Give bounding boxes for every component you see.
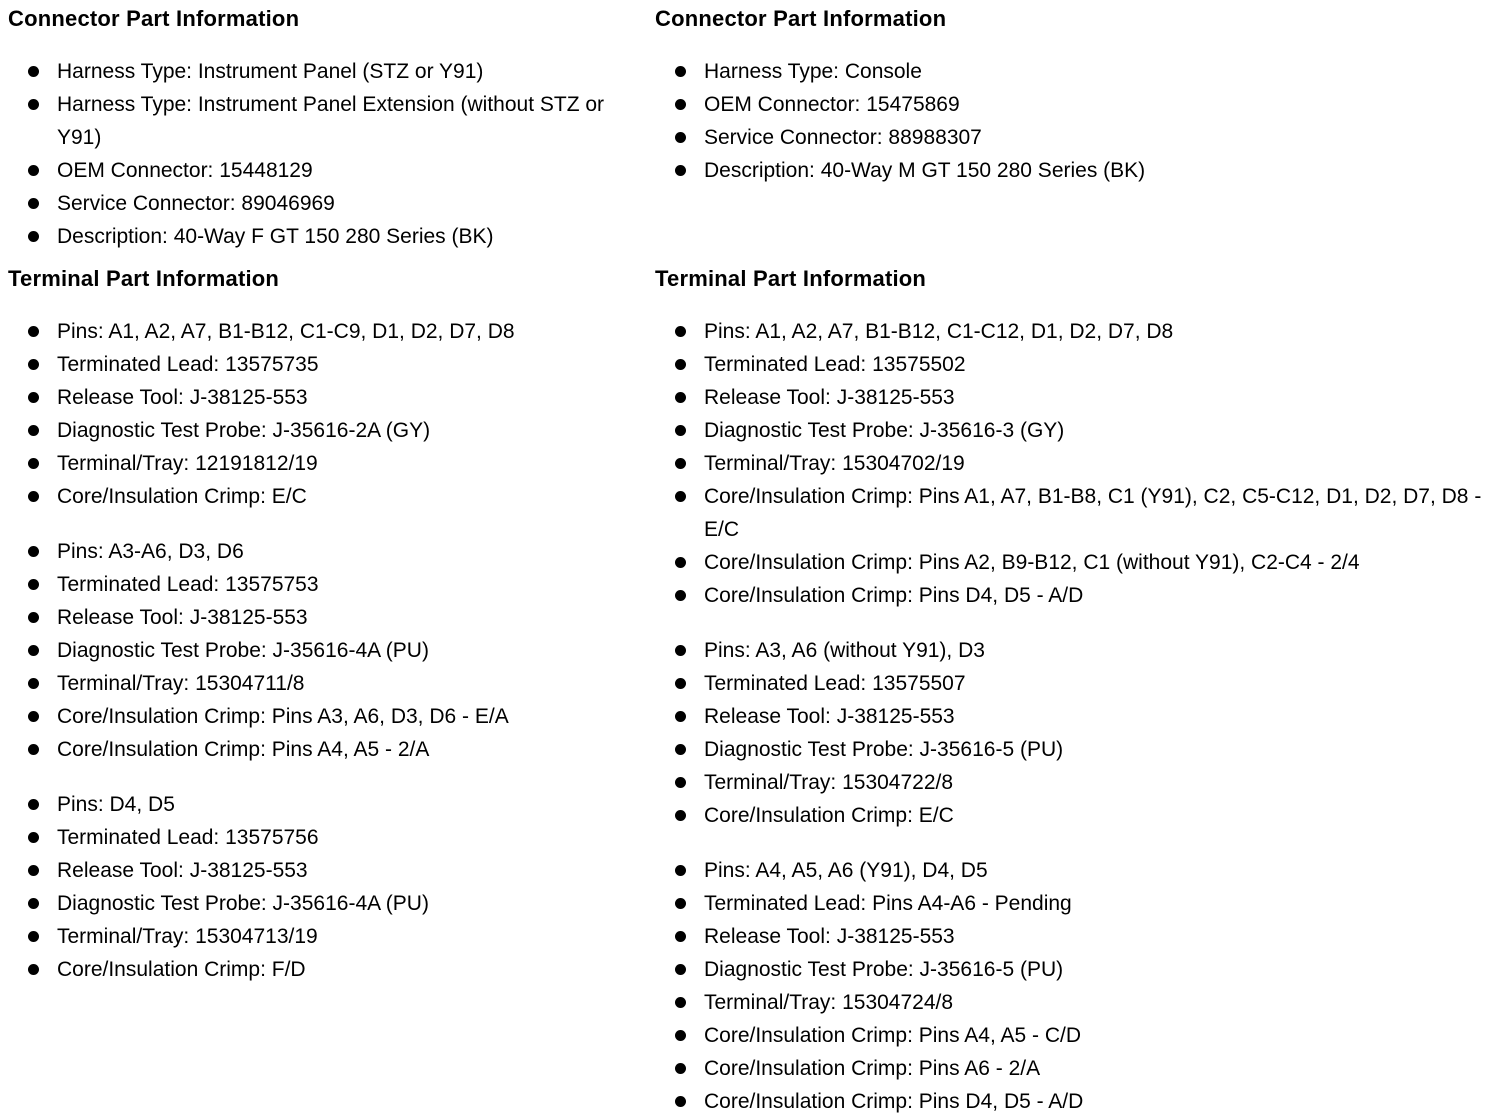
bullet-icon bbox=[675, 425, 686, 436]
list-item-text: Pins: A3-A6, D3, D6 bbox=[57, 540, 244, 563]
list-item-text: Terminal/Tray: 15304711/8 bbox=[57, 672, 305, 695]
list-item-text: Core/Insulation Crimp: E/C bbox=[704, 804, 954, 827]
section-title: Connector Part Information bbox=[8, 6, 300, 31]
list-item-text: Pins: A1, A2, A7, B1-B12, C1-C9, D1, D2, D7, D8 bbox=[57, 320, 515, 343]
bullet-icon bbox=[675, 165, 686, 176]
list-item bbox=[8, 154, 633, 187]
list-item-text: Release Tool: J-38125-553 bbox=[704, 925, 955, 948]
list-item bbox=[655, 634, 1500, 667]
list-item bbox=[8, 854, 633, 887]
bullet-icon bbox=[28, 165, 39, 176]
bullet-icon bbox=[675, 590, 686, 601]
list-item bbox=[8, 667, 633, 700]
bullet-group bbox=[8, 55, 633, 253]
list-item bbox=[655, 414, 1500, 447]
bullet-icon bbox=[28, 66, 39, 77]
list-item-text: OEM Connector: 15448129 bbox=[57, 159, 313, 182]
list-item bbox=[655, 315, 1500, 348]
section bbox=[8, 2, 633, 262]
list-item bbox=[655, 348, 1500, 381]
list-item-text: Release Tool: J-38125-553 bbox=[57, 606, 308, 629]
bullet-icon bbox=[675, 711, 686, 722]
list-item bbox=[8, 480, 633, 513]
list-item bbox=[655, 887, 1500, 920]
bullet-groups bbox=[655, 315, 1500, 1118]
bullet-group bbox=[655, 55, 1500, 187]
bullet-icon bbox=[28, 491, 39, 502]
list-item bbox=[8, 953, 633, 986]
bullet-icon bbox=[28, 392, 39, 403]
list-item bbox=[655, 579, 1500, 612]
list-item bbox=[655, 854, 1500, 887]
list-item-text: Terminated Lead: 13575502 bbox=[704, 353, 966, 376]
list-item-text: Terminated Lead: 13575735 bbox=[57, 353, 319, 376]
bullet-icon bbox=[28, 546, 39, 557]
list-item-text: Release Tool: J-38125-553 bbox=[704, 705, 955, 728]
bullet-icon bbox=[28, 832, 39, 843]
bullet-icon bbox=[675, 557, 686, 568]
list-item bbox=[655, 447, 1500, 480]
list-item-text: Core/Insulation Crimp: Pins D4, D5 - A/D bbox=[704, 584, 1084, 607]
bullet-icon bbox=[675, 997, 686, 1008]
list-item bbox=[655, 546, 1500, 579]
list-item bbox=[655, 1052, 1500, 1085]
list-item-text: Core/Insulation Crimp: Pins A3, A6, D3, D6 - E/A bbox=[57, 705, 509, 728]
list-item-text: Harness Type: Instrument Panel Extension (without STZ or Y91) bbox=[57, 93, 605, 149]
bullet-icon bbox=[28, 612, 39, 623]
bullet-icon bbox=[675, 392, 686, 403]
list-item-text: Terminal/Tray: 12191812/19 bbox=[57, 452, 318, 475]
list-item bbox=[655, 1085, 1500, 1118]
list-item-text: Terminal/Tray: 15304713/19 bbox=[57, 925, 318, 948]
list-item bbox=[8, 447, 633, 480]
list-item bbox=[8, 220, 633, 253]
list-item bbox=[8, 88, 633, 154]
list-item-text: Diagnostic Test Probe: J-35616-4A (PU) bbox=[57, 892, 429, 915]
list-item-text: Pins: A4, A5, A6 (Y91), D4, D5 bbox=[704, 859, 988, 882]
bullet-icon bbox=[28, 964, 39, 975]
bullet-icon bbox=[675, 744, 686, 755]
list-item bbox=[8, 920, 633, 953]
list-item-text: Terminated Lead: 13575753 bbox=[57, 573, 319, 596]
list-item-text: Core/Insulation Crimp: F/D bbox=[57, 958, 306, 981]
bullet-icon bbox=[675, 678, 686, 689]
bullet-group bbox=[655, 315, 1500, 612]
list-item-text: Harness Type: Console bbox=[704, 60, 922, 83]
list-item bbox=[655, 381, 1500, 414]
section-title: Terminal Part Information bbox=[655, 266, 927, 291]
bullet-icon bbox=[28, 231, 39, 242]
bullet-groups bbox=[655, 55, 1500, 187]
bullet-icon bbox=[675, 132, 686, 143]
list-item-text: Pins: A3, A6 (without Y91), D3 bbox=[704, 639, 985, 662]
bullet-group bbox=[655, 634, 1500, 832]
list-item bbox=[8, 535, 633, 568]
bullet-icon bbox=[28, 425, 39, 436]
section bbox=[8, 262, 633, 986]
bullet-icon bbox=[28, 359, 39, 370]
list-item bbox=[655, 121, 1500, 154]
bullet-icon bbox=[675, 964, 686, 975]
bullet-icon bbox=[28, 931, 39, 942]
bullet-icon bbox=[675, 777, 686, 788]
section-title: Connector Part Information bbox=[655, 6, 947, 31]
list-item bbox=[8, 634, 633, 667]
list-item bbox=[8, 348, 633, 381]
list-item bbox=[8, 788, 633, 821]
bullet-icon bbox=[675, 99, 686, 110]
bullet-group bbox=[8, 535, 633, 766]
list-item bbox=[8, 887, 633, 920]
list-item bbox=[8, 315, 633, 348]
list-item bbox=[655, 154, 1500, 187]
bullet-icon bbox=[675, 645, 686, 656]
list-item-text: Diagnostic Test Probe: J-35616-2A (GY) bbox=[57, 419, 431, 442]
list-item-text: Core/Insulation Crimp: E/C bbox=[57, 485, 307, 508]
list-item-text: Terminated Lead: 13575507 bbox=[704, 672, 966, 695]
list-item-text: Service Connector: 89046969 bbox=[57, 192, 335, 215]
list-item bbox=[655, 799, 1500, 832]
list-item-text: Service Connector: 88988307 bbox=[704, 126, 982, 149]
bullet-icon bbox=[675, 931, 686, 942]
bullet-icon bbox=[675, 1030, 686, 1041]
bullet-group bbox=[8, 788, 633, 986]
list-item-text: Description: 40-Way M GT 150 280 Series (BK) bbox=[704, 159, 1146, 182]
list-item bbox=[8, 733, 633, 766]
list-item bbox=[655, 733, 1500, 766]
section-title: Terminal Part Information bbox=[8, 266, 280, 291]
bullet-icon bbox=[675, 359, 686, 370]
bullet-icon bbox=[675, 810, 686, 821]
bullet-icon bbox=[28, 579, 39, 590]
bullet-icon bbox=[28, 865, 39, 876]
list-item bbox=[8, 601, 633, 634]
list-item-text: Diagnostic Test Probe: J-35616-5 (PU) bbox=[704, 738, 1064, 761]
list-item bbox=[8, 187, 633, 220]
list-item bbox=[8, 414, 633, 447]
list-item-text: Harness Type: Instrument Panel (STZ or Y91) bbox=[57, 60, 484, 83]
bullet-icon bbox=[675, 326, 686, 337]
bullet-icon bbox=[28, 645, 39, 656]
list-item bbox=[8, 821, 633, 854]
list-item bbox=[8, 568, 633, 601]
bullet-icon bbox=[675, 66, 686, 77]
bullet-icon bbox=[28, 326, 39, 337]
list-item-text: Diagnostic Test Probe: J-35616-3 (GY) bbox=[704, 419, 1065, 442]
list-item-text: Terminated Lead: 13575756 bbox=[57, 826, 319, 849]
list-item-text: Release Tool: J-38125-553 bbox=[704, 386, 955, 409]
list-item bbox=[655, 986, 1500, 1019]
list-item-text: Core/Insulation Crimp: Pins D4, D5 - A/D bbox=[704, 1090, 1084, 1113]
list-item-text: Pins: A1, A2, A7, B1-B12, C1-C12, D1, D2, D7, D8 bbox=[704, 320, 1174, 343]
list-item-text: Terminal/Tray: 15304702/19 bbox=[704, 452, 965, 475]
list-item bbox=[655, 766, 1500, 799]
list-item bbox=[655, 88, 1500, 121]
list-item-text: Description: 40-Way F GT 150 280 Series (BK) bbox=[57, 225, 494, 248]
list-item-text: Release Tool: J-38125-553 bbox=[57, 859, 308, 882]
bullet-icon bbox=[675, 1063, 686, 1074]
bullet-group bbox=[8, 315, 633, 513]
column-left bbox=[8, 2, 633, 1118]
list-item-text: Diagnostic Test Probe: J-35616-5 (PU) bbox=[704, 958, 1064, 981]
bullet-icon bbox=[28, 799, 39, 810]
bullet-icon bbox=[675, 458, 686, 469]
list-item-text: Core/Insulation Crimp: Pins A4, A5 - C/D bbox=[704, 1024, 1081, 1047]
list-item bbox=[655, 667, 1500, 700]
list-item bbox=[655, 700, 1500, 733]
section bbox=[655, 2, 1500, 262]
list-item bbox=[8, 381, 633, 414]
bullet-groups bbox=[8, 55, 633, 253]
list-item-text: OEM Connector: 15475869 bbox=[704, 93, 960, 116]
bullet-group bbox=[655, 854, 1500, 1118]
bullet-icon bbox=[28, 678, 39, 689]
bullet-icon bbox=[675, 1096, 686, 1107]
list-item-text: Core/Insulation Crimp: Pins A1, A7, B1-B8, C1 (Y91), C2, C5-C12, D1, D2, D7, D8 - E/C bbox=[704, 485, 1482, 541]
list-item bbox=[655, 480, 1500, 546]
bullet-icon bbox=[675, 898, 686, 909]
list-item bbox=[655, 1019, 1500, 1052]
bullet-icon bbox=[675, 865, 686, 876]
column-right bbox=[655, 2, 1500, 1118]
bullet-groups bbox=[8, 315, 633, 986]
list-item-text: Release Tool: J-38125-553 bbox=[57, 386, 308, 409]
section bbox=[655, 262, 1500, 1118]
list-item bbox=[655, 55, 1500, 88]
list-item-text: Core/Insulation Crimp: Pins A2, B9-B12, C1 (without Y91), C2-C4 - 2/4 bbox=[704, 551, 1360, 574]
bullet-icon bbox=[28, 99, 39, 110]
list-item-text: Terminal/Tray: 15304722/8 bbox=[704, 771, 954, 794]
list-item-text: Core/Insulation Crimp: Pins A4, A5 - 2/A bbox=[57, 738, 430, 761]
bullet-icon bbox=[28, 198, 39, 209]
list-item bbox=[8, 55, 633, 88]
list-item bbox=[8, 700, 633, 733]
bullet-icon bbox=[675, 491, 686, 502]
list-item-text: Diagnostic Test Probe: J-35616-4A (PU) bbox=[57, 639, 429, 662]
bullet-icon bbox=[28, 711, 39, 722]
list-item bbox=[655, 953, 1500, 986]
list-item-text: Terminated Lead: Pins A4-A6 - Pending bbox=[704, 892, 1072, 915]
list-item-text: Terminal/Tray: 15304724/8 bbox=[704, 991, 954, 1014]
bullet-icon bbox=[28, 898, 39, 909]
bullet-icon bbox=[28, 458, 39, 469]
list-item-text: Core/Insulation Crimp: Pins A6 - 2/A bbox=[704, 1057, 1041, 1080]
list-item bbox=[655, 920, 1500, 953]
list-item-text: Pins: D4, D5 bbox=[57, 793, 175, 816]
bullet-icon bbox=[28, 744, 39, 755]
